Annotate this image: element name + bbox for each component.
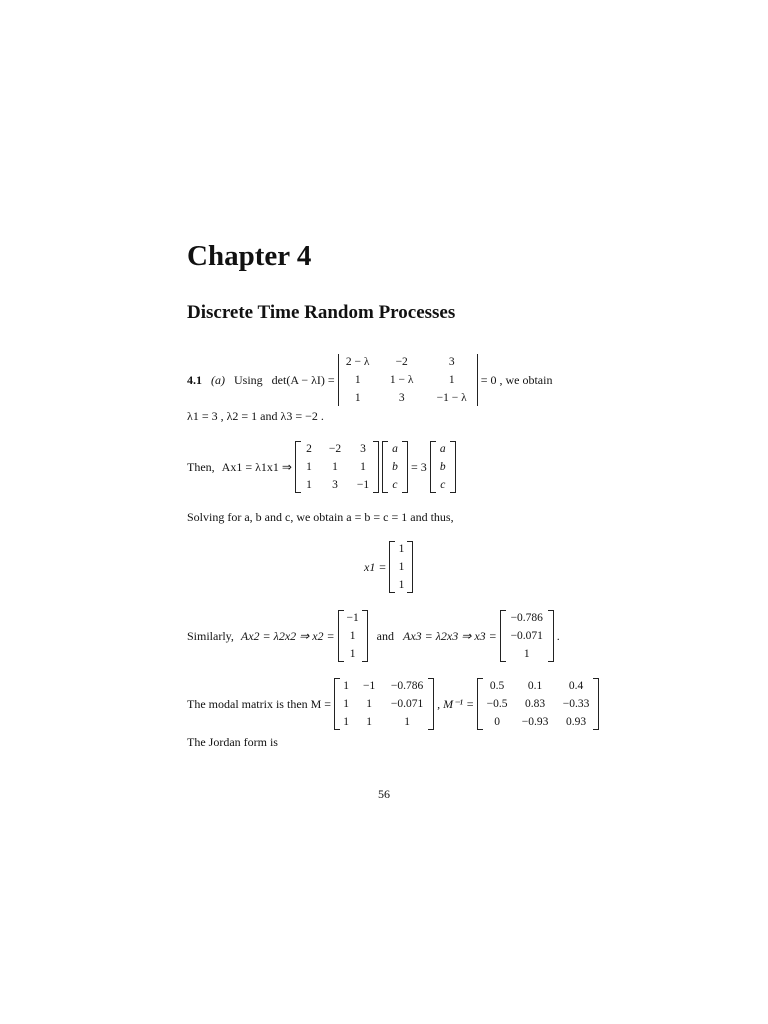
- vector-cell: −0.786: [510, 612, 543, 624]
- vector-cell: 1: [398, 561, 405, 573]
- equals-three: = 3: [410, 460, 427, 474]
- then-label: Then,: [187, 460, 215, 474]
- minv-label: , M⁻¹ =: [437, 697, 475, 711]
- x1-line: [364, 541, 413, 593]
- matrix-cell: 1: [354, 392, 361, 404]
- vector-cell: b: [439, 461, 446, 473]
- vector-cell: 1: [349, 630, 356, 642]
- matrix-cell: 0.5: [489, 680, 505, 692]
- vector-cell: −0.071: [510, 630, 543, 642]
- vector-cell: −1: [346, 612, 359, 624]
- solving-text: Solving for a, b and c, we obtain a = b = c = 1 and thus,: [187, 510, 454, 524]
- inverse-modal-matrix: [477, 678, 599, 730]
- matrix-cell: 0: [494, 716, 500, 728]
- x3-equation: Ax3 = λ2x3 ⇒ x3 =: [402, 629, 497, 643]
- matrix-cell: −1: [356, 479, 370, 491]
- vector-cell: 1: [349, 648, 356, 660]
- matrix-cell: 2 − λ: [345, 356, 370, 368]
- vector-cell: b: [392, 461, 398, 473]
- then-line: [187, 441, 456, 493]
- matrix-cell: 3: [448, 356, 455, 368]
- modal-matrix: [334, 678, 434, 730]
- jordan-form-text: The Jordan form is: [187, 735, 278, 749]
- matrix-cell: 1: [448, 374, 455, 386]
- det-rhs: = 0 , we obtain: [480, 373, 553, 387]
- coefficient-matrix: [295, 441, 379, 493]
- matrix-cell: 3: [332, 479, 338, 491]
- matrix-cell: 0.4: [568, 680, 584, 692]
- matrix-cell: 1: [404, 716, 410, 728]
- det-expression: det(A − λI) =: [271, 373, 335, 387]
- modal-text: The modal matrix is then M =: [187, 697, 332, 711]
- matrix-cell: −2: [395, 356, 408, 368]
- matrix-cell: 1: [306, 479, 312, 491]
- modal-matrix-grid: [340, 678, 428, 730]
- abc-vector-grid: [388, 441, 402, 493]
- problem-4-1-determinant-line: [187, 354, 552, 406]
- matrix-cell: 3: [398, 392, 405, 404]
- matrix-cell: −0.33: [562, 698, 590, 710]
- matrix-cell: 0.93: [566, 716, 587, 728]
- x1-label: x1 =: [364, 560, 387, 574]
- x3-vector: [500, 610, 554, 662]
- x2-vector-grid: [344, 610, 362, 662]
- matrix-cell: 1: [306, 461, 312, 473]
- eigenvalues-line: λ1 = 3 , λ2 = 1 and λ3 = −2 .: [187, 409, 324, 423]
- matrix-cell: −0.5: [486, 698, 508, 710]
- x2-equation: Ax2 = λ2x2 ⇒ x2 =: [240, 629, 335, 643]
- matrix-cell: −2: [328, 443, 342, 455]
- matrix-cell: −0.786: [390, 680, 424, 692]
- coefficient-matrix-grid: [301, 441, 373, 493]
- vector-cell: a: [439, 443, 446, 455]
- section-title: Discrete Time Random Processes: [187, 302, 456, 323]
- x1-vector-grid: [395, 541, 407, 593]
- abc-vector: [382, 441, 408, 493]
- problem-part: (a): [211, 373, 225, 387]
- then-equation: Ax1 = λ1x1 ⇒: [221, 460, 292, 474]
- determinant-matrix-grid: [342, 354, 474, 406]
- matrix-cell: 1: [343, 698, 349, 710]
- x2-vector: [338, 610, 368, 662]
- vector-cell: a: [392, 443, 398, 455]
- matrix-cell: 0.1: [527, 680, 543, 692]
- matrix-cell: 1: [343, 716, 349, 728]
- problem-number: 4.1: [187, 373, 202, 387]
- matrix-cell: 1: [366, 698, 372, 710]
- modal-matrix-line: [187, 678, 599, 730]
- matrix-cell: −0.93: [521, 716, 549, 728]
- abc-vector-rhs-grid: [436, 441, 450, 493]
- intro-text: Using: [234, 373, 263, 387]
- x3-vector-grid: [506, 610, 548, 662]
- matrix-cell: 1: [332, 461, 338, 473]
- vector-cell: c: [392, 479, 398, 491]
- similarly-line: [187, 610, 560, 662]
- matrix-cell: 1: [354, 374, 361, 386]
- matrix-cell: −1 − λ: [436, 392, 467, 404]
- matrix-cell: 0.83: [525, 698, 546, 710]
- matrix-cell: −0.071: [390, 698, 424, 710]
- abc-vector-rhs: [430, 441, 456, 493]
- and-label: and: [376, 629, 394, 643]
- similarly-label: Similarly,: [187, 629, 234, 643]
- matrix-cell: 1: [343, 680, 349, 692]
- determinant-matrix: [338, 354, 478, 406]
- vector-cell: c: [440, 479, 446, 491]
- x1-vector: [389, 541, 413, 593]
- matrix-cell: 2: [306, 443, 312, 455]
- matrix-cell: 3: [360, 443, 366, 455]
- inverse-modal-matrix-grid: [483, 678, 593, 730]
- matrix-cell: 1: [366, 716, 372, 728]
- matrix-cell: −1: [362, 680, 376, 692]
- vector-cell: 1: [523, 648, 530, 660]
- vector-cell: 1: [398, 543, 405, 555]
- matrix-cell: 1: [360, 461, 366, 473]
- matrix-cell: 1 − λ: [389, 374, 414, 386]
- page-number: 56: [378, 787, 390, 801]
- chapter-title: Chapter 4: [187, 240, 312, 272]
- period: .: [556, 629, 560, 643]
- vector-cell: 1: [398, 579, 405, 591]
